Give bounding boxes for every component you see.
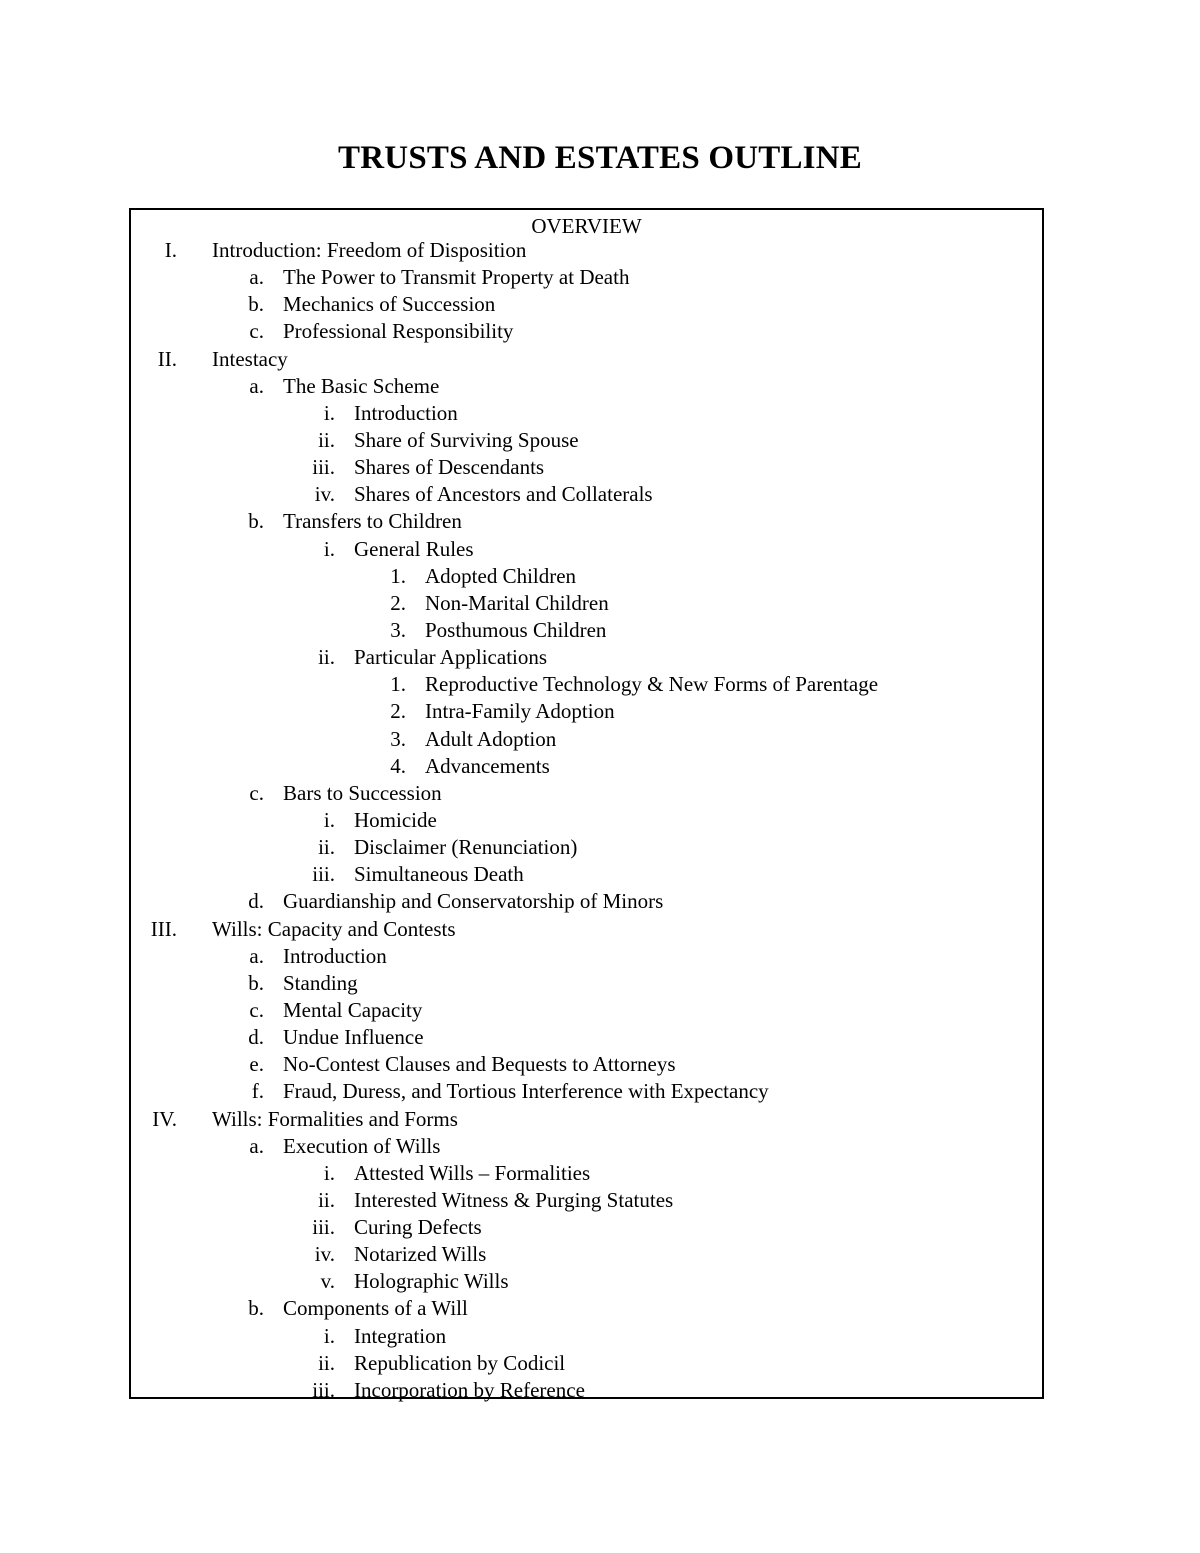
outline-marker: ii.: [318, 835, 335, 860]
outline-item-level-3: [131, 861, 1042, 888]
outline-item-text: Particular Applications: [354, 645, 548, 670]
outline-item-text: Bars to Succession: [283, 780, 442, 805]
outline-item-text: Intra-Family Adoption: [425, 699, 615, 724]
outline-item-level-1: [131, 1106, 1042, 1133]
outline-marker: v.: [320, 1269, 335, 1294]
outline-item-text: Fraud, Duress, and Tortious Interference with Expectancy: [283, 1079, 769, 1104]
outline-marker: iii.: [312, 455, 335, 480]
outline-item-text: Reproductive Technology & New Forms of Parentage: [425, 672, 879, 697]
outline-item-level-2: [131, 291, 1042, 318]
outline-marker: 3.: [390, 726, 406, 751]
outline-marker: b.: [248, 292, 264, 317]
outline-item-text: Holographic Wills: [354, 1269, 509, 1294]
outline-marker: iii.: [312, 862, 335, 887]
overview-box: [129, 208, 1044, 1402]
outline-item-text: Transfers to Children: [283, 509, 462, 534]
outline-marker: iii.: [312, 1377, 335, 1402]
outline-item-text: Mechanics of Succession: [283, 292, 496, 317]
outline-item-text: Introduction: Freedom of Disposition: [212, 238, 527, 262]
outline-item-level-2: [131, 318, 1042, 345]
outline-item-text: Introduction: [283, 943, 387, 968]
outline-marker: II.: [157, 346, 177, 371]
outline-item-text: Non-Marital Children: [425, 590, 609, 615]
outline-item-level-3: [131, 1377, 1042, 1404]
outline-item-text: Disclaimer (Renunciation): [354, 835, 578, 860]
outline-item-level-2: [131, 1024, 1042, 1051]
outline-item-text: The Basic Scheme: [283, 373, 440, 398]
outline-item-text: Undue Influence: [283, 1025, 424, 1050]
outline-item-level-2: [131, 888, 1042, 915]
outline-marker: c.: [249, 319, 264, 344]
overview-heading: OVERVIEW: [531, 214, 642, 238]
outline-item-level-3: [131, 834, 1042, 861]
outline-item-level-3: [131, 536, 1042, 563]
outline-item-text: Curing Defects: [354, 1215, 482, 1240]
outline-item-level-4: [131, 590, 1042, 617]
outline-item-text: Simultaneous Death: [354, 862, 524, 887]
outline-marker: 2.: [390, 590, 406, 615]
outline-item-text: The Power to Transmit Property at Death: [283, 265, 630, 290]
outline-item-text: Standing: [283, 970, 358, 995]
outline-marker: I.: [164, 238, 177, 262]
outline-item-level-4: [131, 698, 1042, 725]
outline-marker: i.: [323, 536, 335, 561]
document-title: TRUSTS AND ESTATES OUTLINE: [338, 140, 862, 176]
outline-marker: b.: [248, 509, 264, 534]
outline-item-level-3: [131, 807, 1042, 834]
outline-item-level-2: [131, 1295, 1042, 1322]
outline-marker: 1.: [390, 563, 406, 588]
outline-marker: c.: [249, 780, 264, 805]
outline-item-level-4: [131, 563, 1042, 590]
outline-marker: III.: [150, 916, 177, 941]
outline-item-level-3: [131, 400, 1042, 427]
outline-item-level-1: [131, 346, 1042, 373]
outline-item-level-2: [131, 1078, 1042, 1105]
outline-item-level-4: [131, 671, 1042, 698]
outline-item-level-2: [131, 1051, 1042, 1078]
outline-marker: a.: [249, 265, 264, 290]
outline-marker: ii.: [318, 427, 335, 452]
outline-item-text: Adult Adoption: [425, 726, 557, 751]
outline-marker: iv.: [314, 482, 335, 507]
outline-marker: f.: [251, 1079, 264, 1104]
outline-item-level-2: [131, 373, 1042, 400]
outline-item-level-2: [131, 508, 1042, 535]
outline-item-level-3: [131, 1268, 1042, 1295]
outline-marker: ii.: [318, 645, 335, 670]
outline-marker: a.: [249, 373, 264, 398]
outline-item-text: Professional Responsibility: [283, 319, 514, 344]
outline-marker: c.: [249, 997, 264, 1022]
outline-item-level-3: [131, 1350, 1042, 1377]
outline-item-text: Share of Surviving Spouse: [354, 427, 579, 452]
outline-item-text: Homicide: [354, 807, 437, 832]
outline-marker: b.: [248, 1296, 264, 1321]
outline-marker: e.: [249, 1052, 264, 1077]
outline-item-level-3: [131, 1241, 1042, 1268]
outline-item-level-2: [131, 997, 1042, 1024]
outline-item-level-1: [131, 916, 1042, 943]
outline-marker: i.: [323, 807, 335, 832]
outline-item-level-2: [131, 1133, 1042, 1160]
outline-item-level-2: [131, 943, 1042, 970]
outline-item-level-4: [131, 617, 1042, 644]
outline-item-text: Intestacy: [212, 346, 288, 371]
outline-item-level-4: [131, 726, 1042, 753]
outline-item-text: Guardianship and Conservatorship of Minors: [283, 889, 664, 914]
outline-item-text: Posthumous Children: [425, 617, 607, 642]
outline-item-text: Wills: Capacity and Contests: [212, 916, 456, 941]
outline-item-level-3: [131, 1214, 1042, 1241]
outline-item-text: Advancements: [425, 753, 550, 778]
outline-marker: ii.: [318, 1350, 335, 1375]
outline-item-text: Shares of Ancestors and Collaterals: [354, 482, 653, 507]
outline-item-text: Shares of Descendants: [354, 455, 545, 480]
outline-marker: a.: [249, 1133, 264, 1158]
outline-item-text: Wills: Formalities and Forms: [212, 1106, 458, 1131]
outline-marker: 4.: [390, 753, 406, 778]
outline-item-text: Attested Wills – Formalities: [354, 1160, 591, 1185]
outline-item-level-3: [131, 454, 1042, 481]
outline-item-text: Mental Capacity: [283, 997, 423, 1022]
outline-marker: d.: [248, 889, 264, 914]
outline-marker: a.: [249, 943, 264, 968]
outline-item-text: No-Contest Clauses and Bequests to Attorneys: [283, 1052, 676, 1077]
outline-marker: b.: [248, 970, 264, 995]
outline-marker: 1.: [390, 672, 406, 697]
outline-item-text: Integration: [354, 1323, 447, 1348]
outline-marker: 3.: [390, 617, 406, 642]
outline-item-text: Interested Witness & Purging Statutes: [354, 1187, 674, 1212]
outline-item-level-3: [131, 481, 1042, 508]
outline-item-level-3: [131, 427, 1042, 454]
outline-item-text: Adopted Children: [425, 563, 577, 588]
outline-item-level-3: [131, 1187, 1042, 1214]
outline-item-level-2: [131, 780, 1042, 807]
outline-item-level-3: [131, 1160, 1042, 1187]
outline-item-text: Incorporation by Reference: [354, 1377, 585, 1402]
outline-item-level-2: [131, 970, 1042, 997]
outline-item-text: Republication by Codicil: [354, 1350, 566, 1375]
outline-marker: 2.: [390, 699, 406, 724]
outline-marker: i.: [323, 400, 335, 425]
outline-marker: d.: [248, 1025, 264, 1050]
outline-item-text: General Rules: [354, 536, 474, 561]
outline-item-level-1: [131, 237, 1042, 264]
outline-marker: ii.: [318, 1187, 335, 1212]
outline-marker: IV.: [152, 1106, 177, 1131]
outline-item-level-3: [131, 1323, 1042, 1350]
outline-item-text: Notarized Wills: [354, 1242, 487, 1267]
outline-marker: iii.: [312, 1215, 335, 1240]
outline-marker: iv.: [314, 1242, 335, 1267]
outline-marker: i.: [323, 1160, 335, 1185]
outline-item-text: Execution of Wills: [283, 1133, 441, 1158]
outline-marker: i.: [323, 1323, 335, 1348]
outline-item-text: Introduction: [354, 400, 458, 425]
outline-item-level-2: [131, 264, 1042, 291]
outline-item-level-3: [131, 644, 1042, 671]
outline-item-text: Components of a Will: [283, 1296, 468, 1321]
outline-item-level-4: [131, 753, 1042, 780]
outline-list: [131, 237, 1042, 1404]
